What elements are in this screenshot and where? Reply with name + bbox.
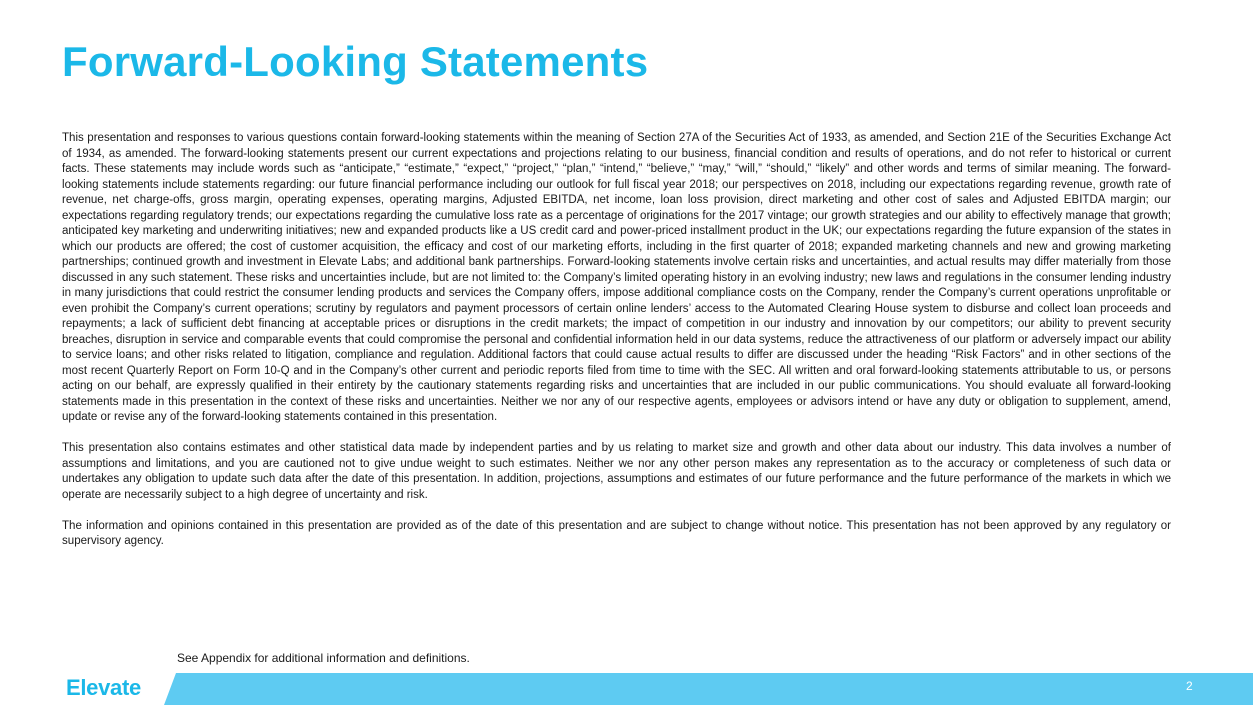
disclaimer-paragraph-1: This presentation and responses to various questions contain forward-looking statements within the meaning of Section 27A of the Securities Act of 1933, as amended, and Section 21E of the Securities Exchange Act of 1934, as amended. The forward-looking statements present our current expectations and projections relating to our business, financial condition and results of operations, and do not refer to historical or current facts. These statements may include words such as “anticipate,” “estimate,” “expect,” “project,” “plan,” “intend,” “believe,” “may,” “will,” “should,” “likely” and other words and terms of similar meaning. The forward-looking statements include statements regarding: our future financial performance including our outlook for full fiscal year 2018; our perspectives on 2018, including our expectations regarding revenue, growth rate of revenue, net charge-offs, gross margin, operating expenses, operating margins, Adjusted EBITDA, net income, loan loss provision, direct marketing and other cost of sales and Adjusted EBITDA margin; our expectations regarding regulatory trends; our expectations regarding the cumulative loss rate as a percentage of originations for the 2017 vintage; our growth strategies and our ability to effectively manage that growth; anticipated key marketing and underwriting initiatives; new and expanded products like a US credit card and power-priced installment product in the UK; our expectations regarding the future expansion of the states in which our products are offered; the cost of customer acquisition, the efficacy and cost of our marketing efforts, including in the first quarter of 2018; expanded marketing channels and new and growing marketing partnerships; continued growth and investment in Elevate Labs; and additional bank partnerships. Forward-looking statements involve certain risks and uncertainties, and actual results may differ materially from those discussed in any such statement. These risks and uncertainties include, but are not limited to: the Company’s limited operating history in an evolving industry; new laws and regulations in the consumer lending industry in many jurisdictions that could restrict the consumer lending products and services the Company offers, impose additional compliance costs on the Company, render the Company’s current operations unprofitable or even prohibit the Company’s current operations; scrutiny by regulators and payment processors of certain online lenders’ access to the Automated Clearing House system to disburse and collect loan proceeds and repayments; a lack of sufficient debt financing at acceptable prices or disruptions in the credit markets; the impact of competition in our industry and innovation by our competitors; our ability to prevent security breaches, disruption in service and comparable events that could compromise the personal and confidential information held in our data systems, reduce the attractiveness of our platform or adversely impact our ability to service loans; and other risks related to litigation, compliance and regulation. Additional factors that could cause actual results to differ are discussed under the heading “Risk Factors” and in other sections of the most recent Quarterly Report on Form 10-Q and in the Company’s other current and periodic reports filed from time to time with the SEC. All written and oral forward-looking statements attributable to us, or persons acting on our behalf, are expressly qualified in their entirety by the cautionary statements regarding risks and uncertainties that are included in our public communications. You should evaluate all forward-looking statements made in this presentation in the context of these risks and uncertainties. Neither we nor any of our respective agents, employees or advisors intend or have any duty or obligation to supplement, amend, update or revise any of the forward-looking statements contained in this presentation. [62,132,1171,423]
disclaimer-paragraph-2: This presentation also contains estimates and other statistical data made by independent parties and by us relating to market size and growth and other data about our industry. This data involves a number of assumptions and limitations, and you are cautioned not to give undue weight to such estimates. Neither we nor any other person makes any representation as to the accuracy or completeness of such data or undertakes any obligation to update such data after the date of this presentation. In addition, projections, assumptions and estimates of our future performance and the future performance of the markets in which we operate are necessarily subject to a high degree of uncertainty and risk. [62,442,1171,501]
page-title: Forward-Looking Statements [62,38,649,85]
appendix-footnote: See Appendix for additional information and definitions. [177,651,470,665]
footer-bar [0,673,1253,705]
page-number: 2 [1186,679,1193,693]
elevate-logo: Elevate [66,675,141,700]
disclaimer-body [62,131,1171,565]
footer-bar-shape [0,673,1253,705]
footer-bar-fill [164,673,1253,705]
disclaimer-paragraph-3: The information and opinions contained in this presentation are provided as of the date of this presentation and are subject to change without notice. This presentation has not been approved by any regulatory or supervisory agency. [62,519,1171,547]
